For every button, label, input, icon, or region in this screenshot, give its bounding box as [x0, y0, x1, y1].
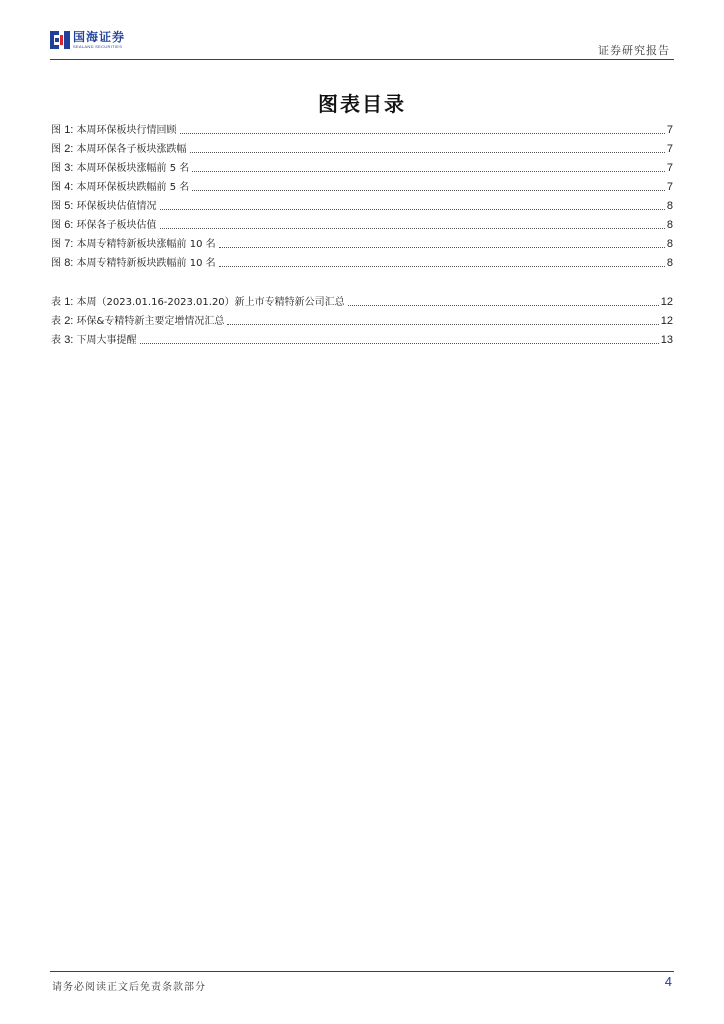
toc-entry-table-2[interactable] — [51, 310, 673, 328]
toc-entry-label: 表 3: 下周大事提醒 — [51, 334, 137, 346]
dot-leader — [192, 171, 665, 172]
dot-leader — [160, 209, 665, 210]
company-logo — [50, 30, 125, 50]
toc-entry-label: 图 4: 本周环保板块跌幅前 5 名 — [51, 181, 190, 193]
toc-page-number: 7 — [666, 124, 673, 136]
toc-entry-label: 图 6: 环保各子板块估值 — [51, 219, 157, 231]
toc-page-number: 8 — [666, 238, 673, 250]
toc-entry-figure-2[interactable] — [51, 138, 673, 156]
toc-page-number: 7 — [666, 143, 673, 155]
dot-leader — [140, 343, 659, 344]
toc-entry-figure-7[interactable] — [51, 233, 673, 251]
toc-page-number: 8 — [666, 200, 673, 212]
toc-entry-figure-4[interactable] — [51, 176, 673, 194]
footer-divider — [50, 971, 674, 972]
toc-entry-label: 图 3: 本周环保板块涨幅前 5 名 — [51, 162, 190, 174]
toc-page-number: 7 — [666, 162, 673, 174]
dot-leader — [227, 324, 658, 325]
toc-page-number: 7 — [666, 181, 673, 193]
toc-entry-label: 表 1: 本周（2023.01.16-2023.01.20）新上市专精特新公司汇总 — [51, 296, 345, 308]
toc-entry-figure-5[interactable] — [51, 195, 673, 213]
header-divider — [50, 59, 674, 60]
toc-page-number: 12 — [660, 296, 673, 308]
toc-entry-table-1[interactable] — [51, 291, 673, 309]
toc-page-number: 13 — [660, 334, 673, 346]
report-type-label: 证券研究报告 — [598, 44, 670, 57]
toc-page-number: 8 — [666, 219, 673, 231]
toc-entry-label: 图 8: 本周专精特新板块跌幅前 10 名 — [51, 257, 216, 269]
disclaimer-note: 请务必阅读正文后免责条款部分 — [52, 982, 206, 993]
logo-chinese-name: 国海证券 — [73, 30, 126, 44]
dot-leader — [192, 190, 665, 191]
toc-entry-label: 图 5: 环保板块估值情况 — [51, 200, 157, 212]
dot-leader — [219, 247, 665, 248]
toc-entry-label: 图 7: 本周专精特新板块涨幅前 10 名 — [51, 238, 216, 250]
toc-entry-label: 图 1: 本周环保板块行情回顾 — [51, 124, 177, 136]
toc-entry-table-3[interactable] — [51, 329, 673, 347]
toc-page-number: 12 — [660, 315, 673, 327]
page-number: 4 — [664, 974, 672, 989]
sealand-logo-icon — [50, 30, 70, 50]
logo-english-name: SEALAND SECURITIES — [73, 44, 123, 49]
toc-entry-figure-3[interactable] — [51, 157, 673, 175]
toc-entry-figure-6[interactable] — [51, 214, 673, 232]
dot-leader — [180, 133, 665, 134]
page-header — [50, 26, 674, 60]
page-title: 图表目录 — [318, 92, 406, 116]
toc-entry-label: 表 2: 环保&专精特新主要定增情况汇总 — [51, 315, 225, 327]
dot-leader — [190, 152, 665, 153]
dot-leader — [219, 266, 665, 267]
dot-leader — [348, 305, 659, 306]
toc-entry-figure-8[interactable] — [51, 252, 673, 270]
toc-entry-figure-1[interactable] — [51, 119, 673, 137]
dot-leader — [160, 228, 665, 229]
toc-page-number: 8 — [666, 257, 673, 269]
toc-entry-label: 图 2: 本周环保各子板块涨跌幅 — [51, 143, 187, 155]
